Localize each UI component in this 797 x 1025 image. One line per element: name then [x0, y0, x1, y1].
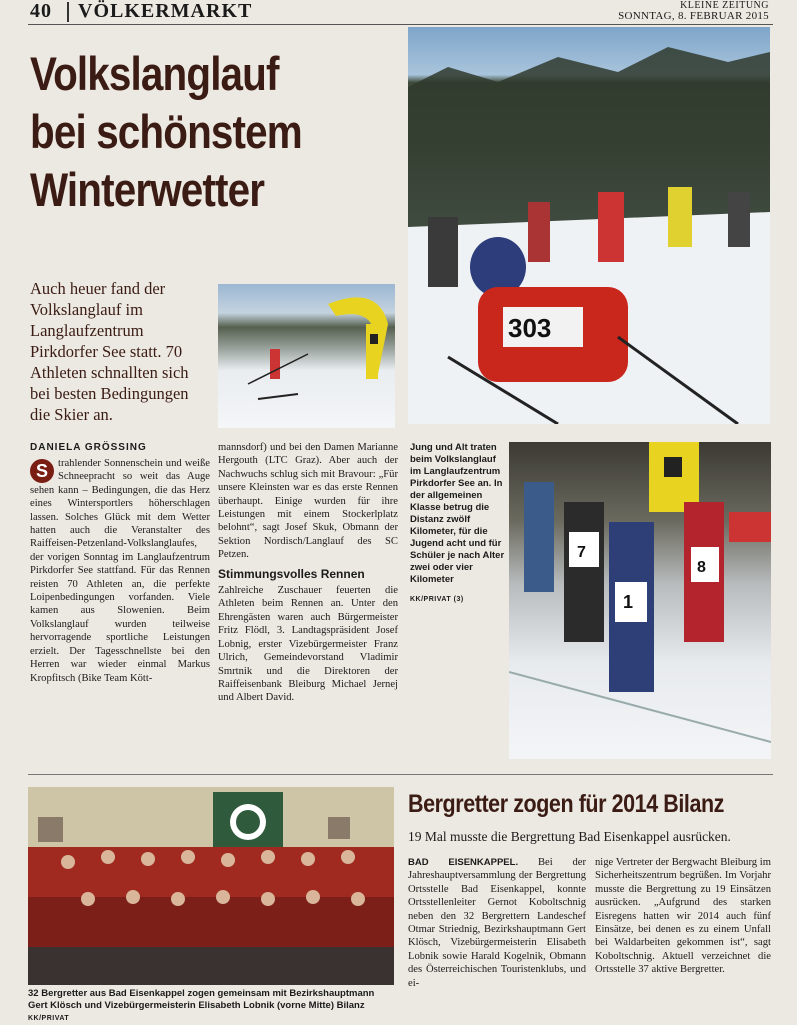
- header-rule: [28, 24, 773, 25]
- newspaper-name: KLEINE ZEITUNG: [680, 0, 769, 11]
- article2-body-column-1: [408, 856, 586, 990]
- photo-finish-line: [218, 284, 395, 428]
- photo-children-race: [509, 442, 771, 759]
- photo-mountain-rescue-group: [28, 787, 394, 985]
- headline-line-1: Volkslanglauf: [30, 47, 279, 100]
- body-text-2a: mannsdorf) und bei den Damen Marianne Hergouth (LTC Graz). Aber auch der Nachwuchs schlug sich mit Bravour: „Für unsere Kleinsten war es das erste Rennen überhaupt. Einige wurden für ihre Leistungen mit einem Stockerlplatz belohnt“, sagt Josef Skuk, Obmann der Sektion Nordisch/Langlauf des SC Petzen.: [218, 442, 398, 561]
- article-separator: [28, 774, 773, 775]
- ski-race-illustration: [408, 27, 770, 424]
- issue-date: SONNTAG, 8. FEBRUAR 2015: [618, 10, 769, 22]
- body-text-2b: Zahlreiche Zuschauer feuerten die Athleten beim Rennen an. Unter den Ehrengästen waren auch Bürgermeister Fritz Flödl, 3. Landtagspräsident Josef Lobnig, erster Vizebürgermeister Franz Ulrich, Gemeindevorstand Vladimir Smrtnik und die Direktoren der Raiffeisenbank Bleiburg Michael Jernej und Albert David.: [218, 585, 398, 704]
- subheading: Stimmungsvolles Rennen: [218, 566, 365, 581]
- bib-number-kid-1: 7: [577, 544, 586, 561]
- children-illustration: [509, 442, 771, 759]
- page-number: 40: [30, 0, 52, 22]
- group-illustration: [28, 787, 394, 985]
- finish-illustration: [218, 284, 395, 428]
- dateline-place: BAD EISENKAPPEL.: [408, 857, 519, 868]
- group-photo-credit: KK/PRIVAT: [28, 1015, 70, 1022]
- bib-number-kid-3: 8: [697, 559, 706, 576]
- dropcap: S: [30, 459, 54, 483]
- article-body-column-2: [218, 441, 398, 705]
- caption-text: Jung und Alt traten beim Volkslanglauf im Langlaufzentrum Pirkdorfer See an. In der allgemeinen Klasse betrug die Distanz zwölf Kilometer, für die Jugend acht und für Schüler je nach Alter zwei oder vier Kilometer: [410, 442, 505, 585]
- article-lead: Auch heuer fand der Volkslanglauf im Langlaufzentrum Pirkdorfer See statt. 70 Athleten schnallten sich bei besten Bedingungen die Skier an.: [30, 279, 189, 424]
- bib-number-kid-2: 1: [623, 592, 634, 612]
- article2-body-column-2: nige Vertreter der Bergwacht Bleiburg im Sicherheitszentrum begrüßen. Im Vorjahr musste die Bergrettung zu 19 Einsätzen ausrücken. „Aufgrund des starken Eisregens hatten wir 2014 auch fünf Einsätze, bei denen es zu einem Unfall bei Waldarbeiten gekommen ist“, sagt Koboltschnig. Aktuell verzeichnet die Ortsstelle 37 aktive Bergretter.: [595, 857, 771, 976]
- section-title: VÖLKERMARKT: [78, 0, 253, 22]
- photo-credit: KK/PRIVAT (3): [410, 596, 464, 603]
- group-caption-text: 32 Bergretter aus Bad Eisenkappel zogen gemeinsam mit Bezirkshauptmann Gert Klösch und Vizebürgermeisterin Elisabeth Lobnik (vorne Mitte) Bilanz: [28, 988, 375, 1011]
- photo-caption-side: [410, 442, 505, 606]
- article2-headline: Bergretter zogen für 2014 Bilanz: [408, 790, 724, 818]
- article2-body-text-1: Bei der Jahreshauptversammlung der Bergrettung Ortsstelle Bad Eisenkappel, konnte Ortsstellenleiter Gernot Koboltschnig neben den 32 Bergrettern Landeschef Otmar Striednig, Bezirkshauptmann Gert Klösch, Vizebürgermeisterin Elisabeth Lobnik sowie Harald Kogelnik, Obmann des Österreichischen Touristenklubs, und ei-: [408, 857, 587, 989]
- photo-ski-race-main: [408, 27, 770, 424]
- article2-subheadline: 19 Mal musste die Bergrettung Bad Eisenkappel ausrücken.: [408, 829, 731, 844]
- article-body-column-1: [30, 457, 210, 685]
- article-headline: [30, 45, 348, 219]
- headline-line-3: Winterwetter: [30, 163, 265, 216]
- byline: DANIELA GRÖSSING: [30, 442, 147, 453]
- bib-number-main: 303: [508, 313, 552, 343]
- body-text-1: trahlender Sonnenschein und weiße Schneepracht so weit das Auge sehen kann – Bedingungen, die das Herz eines Wintersportlers höherschlagen lassen. Solches Glück mit dem Wetter hatten auch die Veranstalter des Raiffeisen-Petzenland-Volkslanglaufes, der vorigen Sonntag im Langlaufzentrum Pirkdorfer See stattfand. Für das Rennen reisten 70 Athleten an, die perfekte Loipenbedingungen vorfanden. Viele kamen aus Slowenien. Beim Volkslanglauf wurden teilweise hervorragende sportliche Leistungen erzielt. Der Tagesschnellste bei den Herren war wieder einmal Markus Kropfitsch (Bike Team Kött-: [30, 458, 210, 684]
- group-photo-caption: [28, 988, 394, 1025]
- headline-line-2: bei schönstem: [30, 105, 302, 158]
- header-divider: [67, 2, 69, 22]
